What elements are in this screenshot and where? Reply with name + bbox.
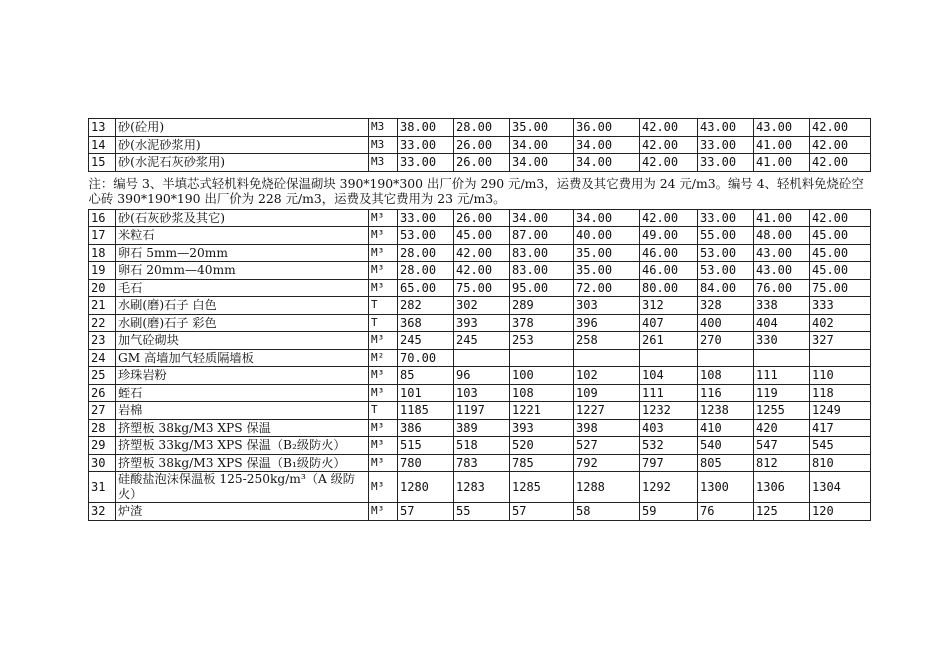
price-cell: 119 (754, 384, 810, 402)
price-cell: 1288 (574, 472, 640, 503)
price-cell: 110 (810, 367, 871, 385)
price-cell: 43.00 (698, 119, 754, 137)
price-cell: 42.00 (640, 119, 698, 137)
row-number: 21 (89, 297, 116, 315)
price-cell: 55.00 (698, 227, 754, 245)
price-cell: 540 (698, 437, 754, 455)
table-row (89, 262, 871, 280)
price-document (88, 118, 870, 521)
price-cell: 518 (454, 437, 510, 455)
price-cell: 527 (574, 437, 640, 455)
price-cell: 42.00 (640, 154, 698, 172)
price-cell: 42.00 (810, 136, 871, 154)
price-cell: 545 (810, 437, 871, 455)
price-cell: 780 (398, 454, 454, 472)
unit-cell: T (369, 297, 398, 315)
price-cell: 46.00 (640, 262, 698, 280)
price-cell: 43.00 (754, 244, 810, 262)
price-cell: 46.00 (640, 244, 698, 262)
price-cell: 103 (454, 384, 510, 402)
price-cell: 57 (510, 503, 574, 521)
unit-cell: M³ (369, 227, 398, 245)
unit-cell: T (369, 314, 398, 332)
row-number: 28 (89, 419, 116, 437)
price-cell: 402 (810, 314, 871, 332)
price-cell: 302 (454, 297, 510, 315)
price-cell: 53.00 (398, 227, 454, 245)
price-cell: 108 (510, 384, 574, 402)
price-cell: 96 (454, 367, 510, 385)
row-number: 19 (89, 262, 116, 280)
price-cell (640, 349, 698, 367)
price-cell: 1306 (754, 472, 810, 503)
price-cell: 261 (640, 332, 698, 350)
price-cell: 327 (810, 332, 871, 350)
price-cell: 810 (810, 454, 871, 472)
note-text: 注：编号 3、半填芯式轻机料免烧砼保温砌块 390*190*300 出厂价为 290 元/m3，运费及其它费用为 24 元/m3。编号 4、轻机料免烧砼空心砖 390*190*190 出厂价为 228 元/m3，运费及其它费用为 23 元/m3。 (88, 175, 864, 206)
unit-cell: M³ (369, 279, 398, 297)
price-cell: 58 (574, 503, 640, 521)
table-body-bottom (89, 209, 871, 520)
unit-cell: M³ (369, 472, 398, 503)
unit-cell: M³ (369, 419, 398, 437)
price-cell: 34.00 (574, 136, 640, 154)
table-body-top (89, 119, 871, 172)
price-cell: 338 (754, 297, 810, 315)
table-row (89, 136, 871, 154)
row-number: 15 (89, 154, 116, 172)
price-cell: 33.00 (398, 209, 454, 227)
price-cell: 35.00 (574, 262, 640, 280)
price-cell: 417 (810, 419, 871, 437)
price-cell: 120 (810, 503, 871, 521)
price-cell: 87.00 (510, 227, 574, 245)
price-table (88, 118, 871, 521)
price-cell: 282 (398, 297, 454, 315)
price-cell: 57 (398, 503, 454, 521)
price-cell: 53.00 (698, 262, 754, 280)
table-row (89, 384, 871, 402)
price-cell: 34.00 (574, 154, 640, 172)
price-cell (454, 349, 510, 367)
price-cell: 312 (640, 297, 698, 315)
price-cell: 33.00 (398, 136, 454, 154)
price-cell: 43.00 (754, 119, 810, 137)
unit-cell: M² (369, 349, 398, 367)
price-cell: 1292 (640, 472, 698, 503)
unit-cell: M³ (369, 384, 398, 402)
price-cell: 26.00 (454, 136, 510, 154)
row-number: 14 (89, 136, 116, 154)
price-cell: 28.00 (398, 262, 454, 280)
price-cell: 28.00 (454, 119, 510, 137)
row-number: 30 (89, 454, 116, 472)
item-name: 卵石 5mm—20mm (116, 244, 369, 262)
row-number: 26 (89, 384, 116, 402)
price-cell: 84.00 (698, 279, 754, 297)
table-row (89, 297, 871, 315)
price-cell: 258 (574, 332, 640, 350)
price-cell (698, 349, 754, 367)
price-cell: 1283 (454, 472, 510, 503)
item-name: 挤塑板 38kg/M3 XPS 保温 (116, 419, 369, 437)
item-name: 珍珠岩粉 (116, 367, 369, 385)
item-name: 蛭石 (116, 384, 369, 402)
price-cell: 532 (640, 437, 698, 455)
price-cell: 55 (454, 503, 510, 521)
price-cell: 75.00 (810, 279, 871, 297)
price-cell: 102 (574, 367, 640, 385)
table-row (89, 454, 871, 472)
price-cell: 1304 (810, 472, 871, 503)
row-number: 32 (89, 503, 116, 521)
item-name: 加气砼砌块 (116, 332, 369, 350)
price-cell: 33.00 (698, 154, 754, 172)
price-cell: 49.00 (640, 227, 698, 245)
table-row (89, 437, 871, 455)
price-cell: 33.00 (698, 209, 754, 227)
table-row (89, 349, 871, 367)
item-name: 砂(水泥砂浆用) (116, 136, 369, 154)
price-cell: 36.00 (574, 119, 640, 137)
price-cell: 35.00 (574, 244, 640, 262)
price-cell: 109 (574, 384, 640, 402)
price-cell: 53.00 (698, 244, 754, 262)
price-cell: 1255 (754, 402, 810, 420)
price-cell: 792 (574, 454, 640, 472)
table-row (89, 314, 871, 332)
note-section (89, 171, 871, 209)
price-cell: 547 (754, 437, 810, 455)
price-cell: 404 (754, 314, 810, 332)
price-cell: 48.00 (754, 227, 810, 245)
item-name: 岩棉 (116, 402, 369, 420)
price-cell: 333 (810, 297, 871, 315)
table-row (89, 472, 871, 503)
item-name: 毛石 (116, 279, 369, 297)
price-cell: 118 (810, 384, 871, 402)
item-name: 水刷(磨)石子 白色 (116, 297, 369, 315)
price-cell: 101 (398, 384, 454, 402)
price-cell: 330 (754, 332, 810, 350)
price-cell: 59 (640, 503, 698, 521)
price-cell: 245 (398, 332, 454, 350)
price-cell: 45.00 (810, 227, 871, 245)
unit-cell: M3 (369, 154, 398, 172)
price-cell: 33.00 (698, 136, 754, 154)
price-cell: 253 (510, 332, 574, 350)
price-cell (810, 349, 871, 367)
price-cell: 1221 (510, 402, 574, 420)
price-cell: 45.00 (454, 227, 510, 245)
price-cell: 1285 (510, 472, 574, 503)
unit-cell: M³ (369, 262, 398, 280)
table-row (89, 209, 871, 227)
price-cell: 1238 (698, 402, 754, 420)
price-cell: 1249 (810, 402, 871, 420)
price-cell: 378 (510, 314, 574, 332)
item-name: 卵石 20mm—40mm (116, 262, 369, 280)
price-cell: 389 (454, 419, 510, 437)
item-name: 砂(石灰砂浆及其它) (116, 209, 369, 227)
price-cell: 42.00 (454, 244, 510, 262)
price-cell: 41.00 (754, 154, 810, 172)
price-cell: 410 (698, 419, 754, 437)
item-name: 砂(砼用) (116, 119, 369, 137)
price-cell: 812 (754, 454, 810, 472)
price-cell: 1227 (574, 402, 640, 420)
price-cell: 42.00 (810, 209, 871, 227)
row-number: 22 (89, 314, 116, 332)
price-cell: 76 (698, 503, 754, 521)
table-row (89, 332, 871, 350)
item-name: 砂(水泥石灰砂浆用) (116, 154, 369, 172)
price-cell: 83.00 (510, 262, 574, 280)
price-cell: 33.00 (398, 154, 454, 172)
price-cell: 26.00 (454, 209, 510, 227)
table-row (89, 503, 871, 521)
price-cell: 393 (454, 314, 510, 332)
price-cell: 26.00 (454, 154, 510, 172)
price-cell: 1280 (398, 472, 454, 503)
row-number: 31 (89, 472, 116, 503)
row-number: 13 (89, 119, 116, 137)
price-cell: 116 (698, 384, 754, 402)
price-cell: 1185 (398, 402, 454, 420)
price-cell: 76.00 (754, 279, 810, 297)
price-cell: 70.00 (398, 349, 454, 367)
price-cell: 1197 (454, 402, 510, 420)
price-cell: 75.00 (454, 279, 510, 297)
price-cell: 40.00 (574, 227, 640, 245)
note-row (89, 171, 871, 209)
row-number: 20 (89, 279, 116, 297)
price-cell: 42.00 (640, 136, 698, 154)
price-cell: 85 (398, 367, 454, 385)
price-cell (574, 349, 640, 367)
unit-cell: M³ (369, 367, 398, 385)
price-cell: 80.00 (640, 279, 698, 297)
price-cell: 111 (640, 384, 698, 402)
price-cell: 34.00 (510, 154, 574, 172)
price-cell: 396 (574, 314, 640, 332)
table-row (89, 402, 871, 420)
row-number: 25 (89, 367, 116, 385)
row-number: 16 (89, 209, 116, 227)
price-cell: 368 (398, 314, 454, 332)
price-cell: 515 (398, 437, 454, 455)
item-name: 硅酸盐泡沫保温板 125-250kg/m³（A 级防火） (116, 472, 369, 503)
unit-cell: T (369, 402, 398, 420)
price-cell: 1232 (640, 402, 698, 420)
price-cell: 28.00 (398, 244, 454, 262)
price-cell: 111 (754, 367, 810, 385)
price-cell: 45.00 (810, 244, 871, 262)
row-number: 17 (89, 227, 116, 245)
price-cell (754, 349, 810, 367)
price-cell: 42.00 (454, 262, 510, 280)
price-cell: 289 (510, 297, 574, 315)
price-cell: 34.00 (510, 209, 574, 227)
item-name: 米粒石 (116, 227, 369, 245)
table-row (89, 419, 871, 437)
price-cell: 420 (754, 419, 810, 437)
price-cell: 65.00 (398, 279, 454, 297)
item-name: 挤塑板 38kg/M3 XPS 保温（B₁级防火） (116, 454, 369, 472)
item-name: 挤塑板 33kg/M3 XPS 保温（B₂级防火） (116, 437, 369, 455)
price-cell: 386 (398, 419, 454, 437)
table-row (89, 119, 871, 137)
price-cell: 1300 (698, 472, 754, 503)
table-row (89, 367, 871, 385)
price-cell: 785 (510, 454, 574, 472)
price-cell: 42.00 (810, 154, 871, 172)
item-name: 炉渣 (116, 503, 369, 521)
price-cell: 34.00 (574, 209, 640, 227)
price-cell: 72.00 (574, 279, 640, 297)
unit-cell: M³ (369, 244, 398, 262)
price-cell: 100 (510, 367, 574, 385)
row-number: 18 (89, 244, 116, 262)
price-cell: 35.00 (510, 119, 574, 137)
price-cell: 41.00 (754, 136, 810, 154)
price-cell: 41.00 (754, 209, 810, 227)
price-cell: 520 (510, 437, 574, 455)
price-cell: 108 (698, 367, 754, 385)
price-cell: 125 (754, 503, 810, 521)
price-cell: 303 (574, 297, 640, 315)
unit-cell: M³ (369, 332, 398, 350)
price-cell: 38.00 (398, 119, 454, 137)
table-row (89, 154, 871, 172)
unit-cell: M³ (369, 454, 398, 472)
price-cell: 393 (510, 419, 574, 437)
row-number: 24 (89, 349, 116, 367)
price-cell: 403 (640, 419, 698, 437)
row-number: 23 (89, 332, 116, 350)
price-cell: 783 (454, 454, 510, 472)
unit-cell: M³ (369, 503, 398, 521)
unit-cell: M3 (369, 119, 398, 137)
price-cell (510, 349, 574, 367)
price-cell: 42.00 (810, 119, 871, 137)
price-cell: 407 (640, 314, 698, 332)
price-cell: 83.00 (510, 244, 574, 262)
price-cell: 104 (640, 367, 698, 385)
price-cell: 95.00 (510, 279, 574, 297)
unit-cell: M3 (369, 136, 398, 154)
price-cell: 43.00 (754, 262, 810, 280)
price-cell: 245 (454, 332, 510, 350)
row-number: 27 (89, 402, 116, 420)
price-cell: 398 (574, 419, 640, 437)
table-row (89, 244, 871, 262)
price-cell: 400 (698, 314, 754, 332)
price-cell: 45.00 (810, 262, 871, 280)
price-cell: 42.00 (640, 209, 698, 227)
unit-cell: M³ (369, 209, 398, 227)
table-row (89, 279, 871, 297)
price-cell: 805 (698, 454, 754, 472)
table-row (89, 227, 871, 245)
item-name: 水刷(磨)石子 彩色 (116, 314, 369, 332)
price-cell: 34.00 (510, 136, 574, 154)
price-cell: 797 (640, 454, 698, 472)
price-cell: 270 (698, 332, 754, 350)
price-cell: 328 (698, 297, 754, 315)
unit-cell: M³ (369, 437, 398, 455)
item-name: GM 高墙加气轻质隔墙板 (116, 349, 369, 367)
row-number: 29 (89, 437, 116, 455)
